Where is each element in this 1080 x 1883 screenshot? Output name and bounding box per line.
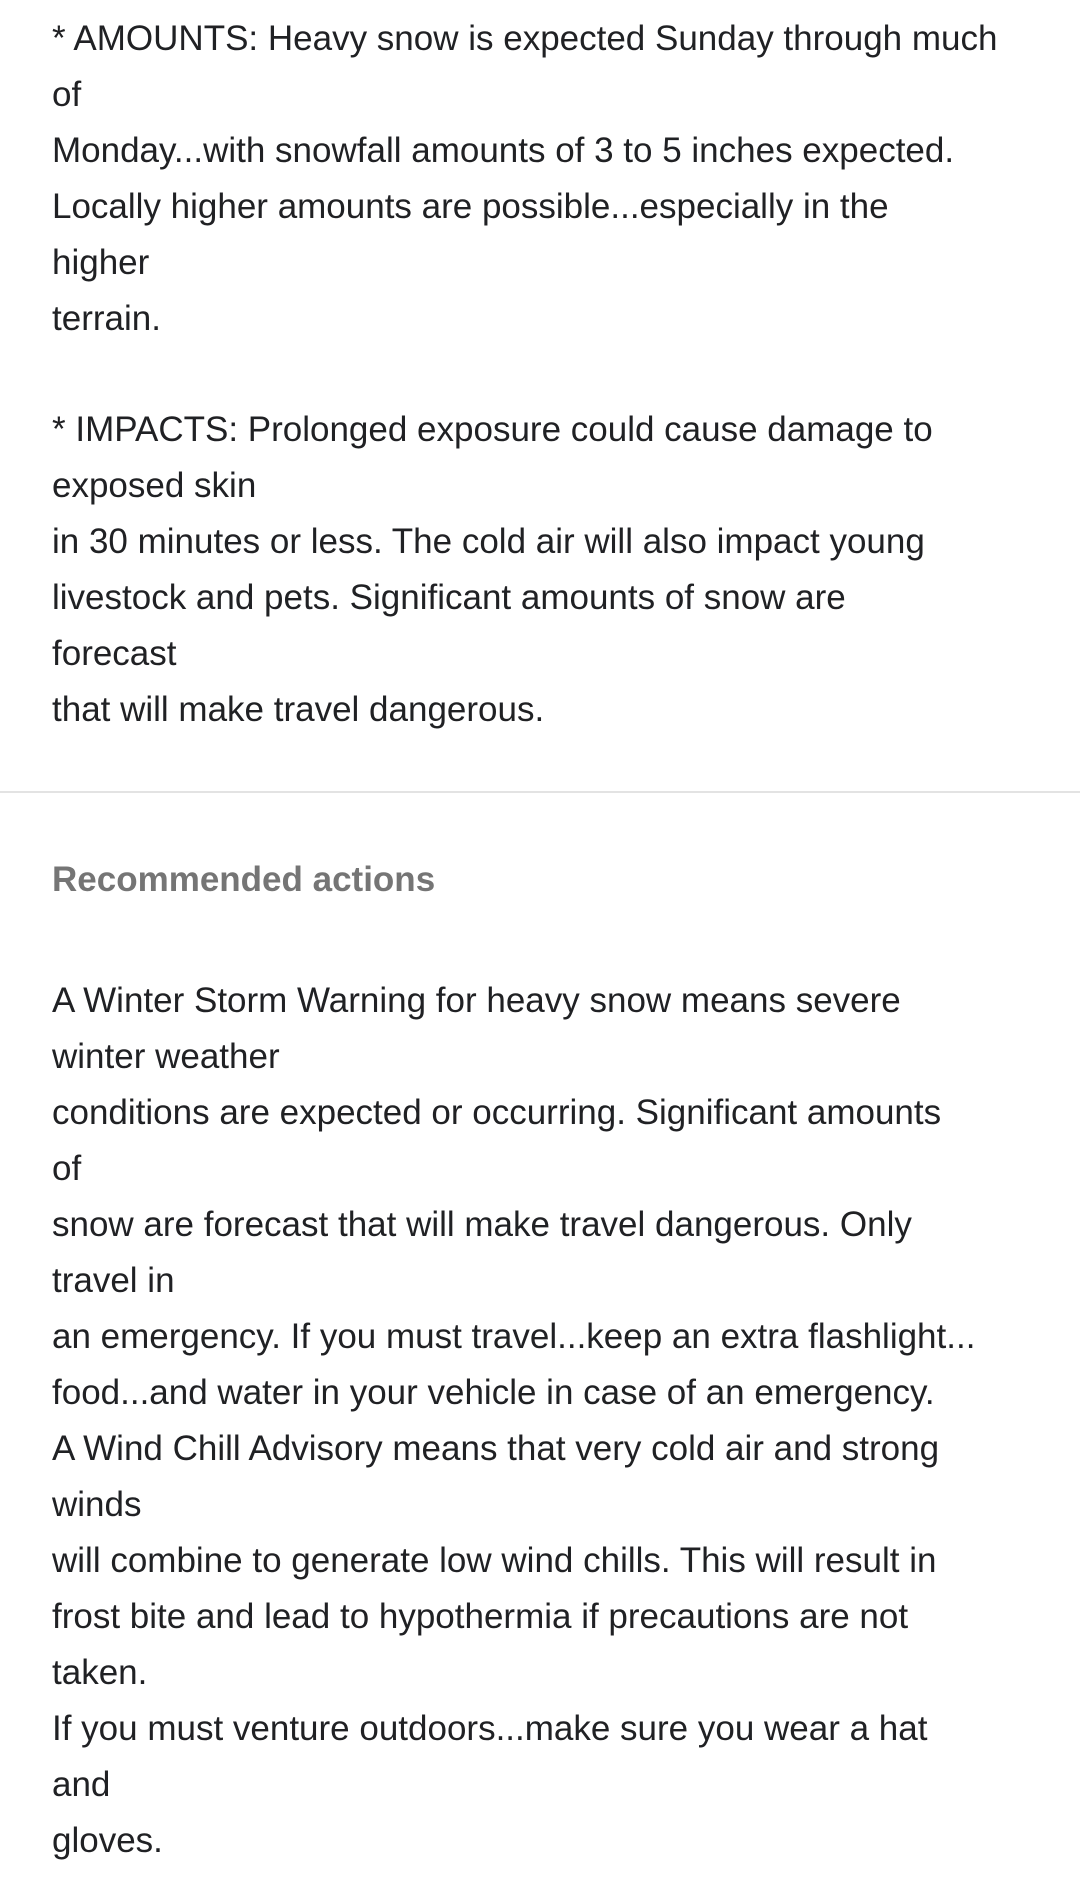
actions-line: A Winter Storm Warning for heavy snow means severe (52, 981, 901, 1020)
actions-line: of (52, 1149, 82, 1188)
amounts-line: terrain. (52, 299, 161, 338)
impacts-line: in 30 minutes or less. The cold air will also impact young (52, 522, 925, 561)
impacts-line: * IMPACTS: Prolonged exposure could cause damage to (52, 410, 933, 449)
recommended-actions-heading: Recommended actions (52, 860, 436, 899)
amounts-line: Locally higher amounts are possible...especially in the (52, 187, 889, 226)
amounts-line: Monday...with snowfall amounts of 3 to 5 inches expected. (52, 131, 955, 170)
amounts-line: * AMOUNTS: Heavy snow is expected Sunday through much (52, 19, 998, 58)
amounts-line: of (52, 75, 82, 114)
impacts-paragraph (52, 402, 1042, 738)
actions-line: will combine to generate low wind chills. This will result in (52, 1541, 937, 1580)
actions-line: If you must venture outdoors...make sure you wear a hat (52, 1709, 928, 1748)
amounts-line: higher (52, 243, 150, 282)
actions-line: A Wind Chill Advisory means that very cold air and strong (52, 1429, 940, 1468)
impacts-line: that will make travel dangerous. (52, 690, 545, 729)
recommended-actions-paragraph (52, 973, 1042, 1869)
actions-line: frost bite and lead to hypothermia if precautions are not (52, 1597, 909, 1636)
actions-line: and (52, 1765, 111, 1804)
actions-line: food...and water in your vehicle in case of an emergency. (52, 1373, 935, 1412)
impacts-line: livestock and pets. Significant amounts of snow are (52, 578, 846, 617)
actions-line: an emergency. If you must travel...keep an extra flashlight... (52, 1317, 976, 1356)
actions-line: conditions are expected or occurring. Significant amounts (52, 1093, 942, 1132)
actions-line: winter weather (52, 1037, 280, 1076)
actions-line: snow are forecast that will make travel dangerous. Only (52, 1205, 912, 1244)
actions-line: winds (52, 1485, 142, 1524)
actions-line: taken. (52, 1653, 148, 1692)
impacts-line: forecast (52, 634, 177, 673)
impacts-line: exposed skin (52, 466, 257, 505)
actions-line: travel in (52, 1261, 175, 1300)
amounts-paragraph (52, 11, 1042, 347)
section-divider (0, 791, 1080, 793)
actions-line: gloves. (52, 1821, 163, 1860)
